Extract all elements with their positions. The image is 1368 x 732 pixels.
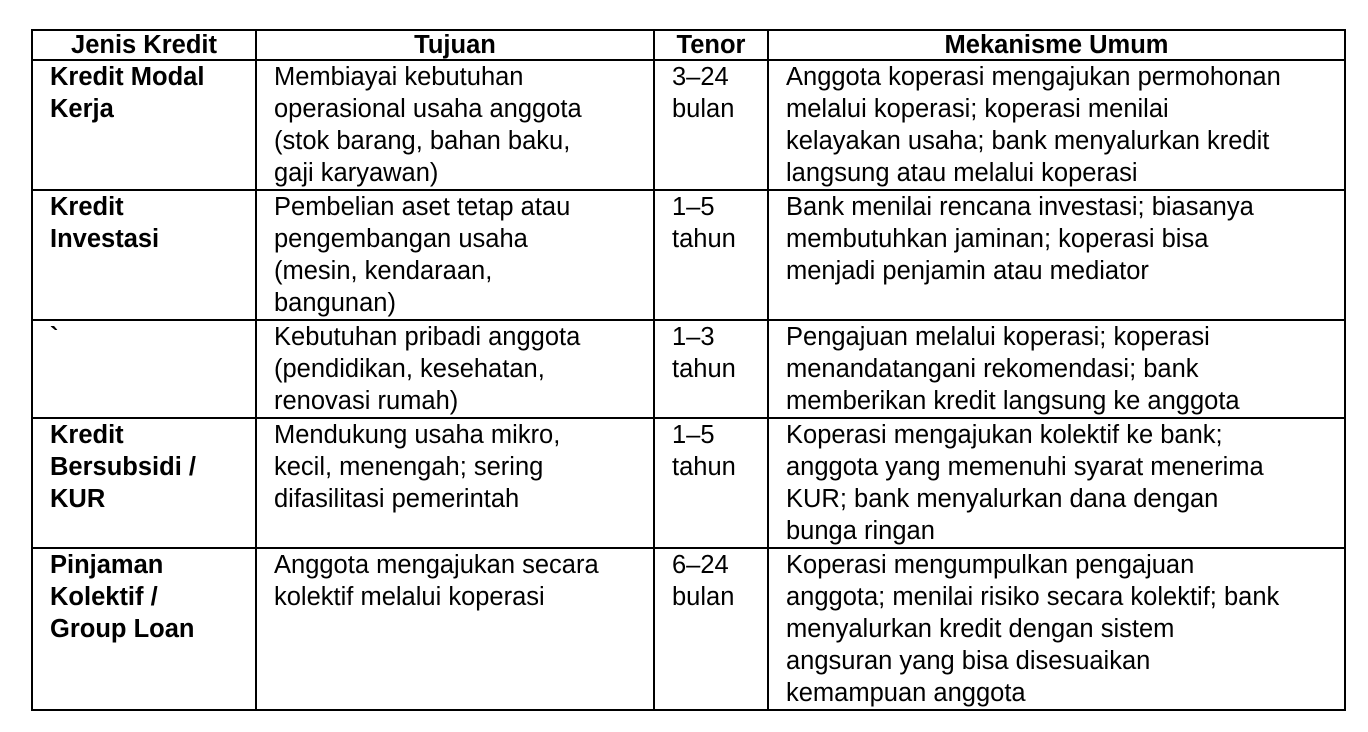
cell-line: menandatangani rekomendasi; bank [786, 355, 1199, 383]
cell-line: kolektif melalui koperasi [274, 583, 545, 611]
cell-line: Anggota mengajukan secara [274, 551, 599, 579]
cell-line: Kebutuhan pribadi anggota [274, 323, 581, 351]
cell-line: Kolektif / [50, 583, 158, 611]
cell-line: Mendukung usaha mikro, [274, 421, 561, 449]
cell-line: Pembelian aset tetap atau [274, 193, 571, 221]
mechanism-cell [768, 320, 1345, 418]
cell-line: bangunan) [274, 289, 396, 317]
cell-line: Membiayai kebutuhan [274, 63, 524, 91]
header-mekanisme-umum: Mekanisme Umum [768, 30, 1345, 60]
cell-line: tahun [672, 453, 736, 481]
cell-line: Kredit [50, 193, 124, 221]
credit-type-cell [32, 60, 256, 190]
purpose-cell [256, 60, 654, 190]
purpose-cell [256, 190, 654, 320]
cell-line: bulan [672, 583, 735, 611]
cell-line: bulan [672, 95, 735, 123]
cropped-previous-text [0, 0, 1368, 6]
cell-line: Group Loan [50, 615, 195, 643]
cell-line: kecil, menengah; sering [274, 453, 544, 481]
cell-line: Kredit Modal [50, 63, 205, 91]
cell-line: melalui koperasi; koperasi menilai [786, 95, 1169, 123]
tenor-cell [654, 418, 768, 548]
cell-line: pengembangan usaha [274, 225, 528, 253]
cell-line: 3–24 [672, 63, 729, 91]
cell-line: Bank menilai rencana investasi; biasanya [786, 193, 1254, 221]
cell-line: bunga ringan [786, 517, 935, 545]
cell-line: (stok barang, bahan baku, [274, 127, 571, 155]
cell-line: langsung atau melalui koperasi [786, 159, 1138, 187]
cell-line: anggota; menilai risiko secara kolektif; bank [786, 583, 1280, 611]
cell-line: Pengajuan melalui koperasi; koperasi [786, 323, 1210, 351]
cell-line: anggota yang memenuhi syarat menerima [786, 453, 1264, 481]
tenor-cell [654, 320, 768, 418]
tenor-cell [654, 60, 768, 190]
credit-types-table [31, 29, 1346, 711]
cell-line: menjadi penjamin atau mediator [786, 257, 1149, 285]
cell-line: Koperasi mengajukan kolektif ke bank; [786, 421, 1223, 449]
cell-line: membutuhkan jaminan; koperasi bisa [786, 225, 1209, 253]
cell-line: difasilitasi pemerintah [274, 485, 520, 513]
cell-line: Koperasi mengumpulkan pengajuan [786, 551, 1195, 579]
cell-line: tahun [672, 225, 736, 253]
cell-line: kelayakan usaha; bank menyalurkan kredit [786, 127, 1270, 155]
cell-line: Bersubsidi / [50, 453, 196, 481]
header-tujuan: Tujuan [256, 30, 654, 60]
table-header-row [32, 30, 1345, 60]
cell-line: operasional usaha anggota [274, 95, 582, 123]
cell-line: ` [50, 323, 59, 351]
cell-line: renovasi rumah) [274, 387, 459, 415]
cell-line: 1–5 [672, 193, 715, 221]
mechanism-cell [768, 418, 1345, 548]
cell-line: KUR [50, 485, 106, 513]
mechanism-cell [768, 190, 1345, 320]
cell-line: Kredit [50, 421, 124, 449]
mechanism-cell [768, 60, 1345, 190]
purpose-cell [256, 418, 654, 548]
cell-line: (pendidikan, kesehatan, [274, 355, 545, 383]
cell-line: tahun [672, 355, 736, 383]
table-row [32, 418, 1345, 548]
table-row [32, 60, 1345, 190]
table-row [32, 548, 1345, 710]
purpose-cell [256, 548, 654, 710]
credit-type-cell [32, 190, 256, 320]
cell-line: gaji karyawan) [274, 159, 439, 187]
table-row [32, 320, 1345, 418]
cell-line: kemampuan anggota [786, 679, 1026, 707]
cell-line: KUR; bank menyalurkan dana dengan [786, 485, 1219, 513]
cell-line: 1–5 [672, 421, 715, 449]
cell-line: 6–24 [672, 551, 729, 579]
table-row [32, 190, 1345, 320]
cell-line: Pinjaman [50, 551, 164, 579]
purpose-cell [256, 320, 654, 418]
tenor-cell [654, 548, 768, 710]
header-tenor: Tenor [654, 30, 768, 60]
header-jenis-kredit: Jenis Kredit [32, 30, 256, 60]
cell-line: (mesin, kendaraan, [274, 257, 493, 285]
credit-type-cell [32, 418, 256, 548]
cell-line: menyalurkan kredit dengan sistem [786, 615, 1175, 643]
credit-type-cell [32, 548, 256, 710]
cell-line: 1–3 [672, 323, 715, 351]
cell-line: memberikan kredit langsung ke anggota [786, 387, 1240, 415]
cell-line: Anggota koperasi mengajukan permohonan [786, 63, 1281, 91]
cell-line: Kerja [50, 95, 114, 123]
cell-line: Investasi [50, 225, 160, 253]
credit-type-cell [32, 320, 256, 418]
mechanism-cell [768, 548, 1345, 710]
tenor-cell [654, 190, 768, 320]
cell-line: angsuran yang bisa disesuaikan [786, 647, 1151, 675]
